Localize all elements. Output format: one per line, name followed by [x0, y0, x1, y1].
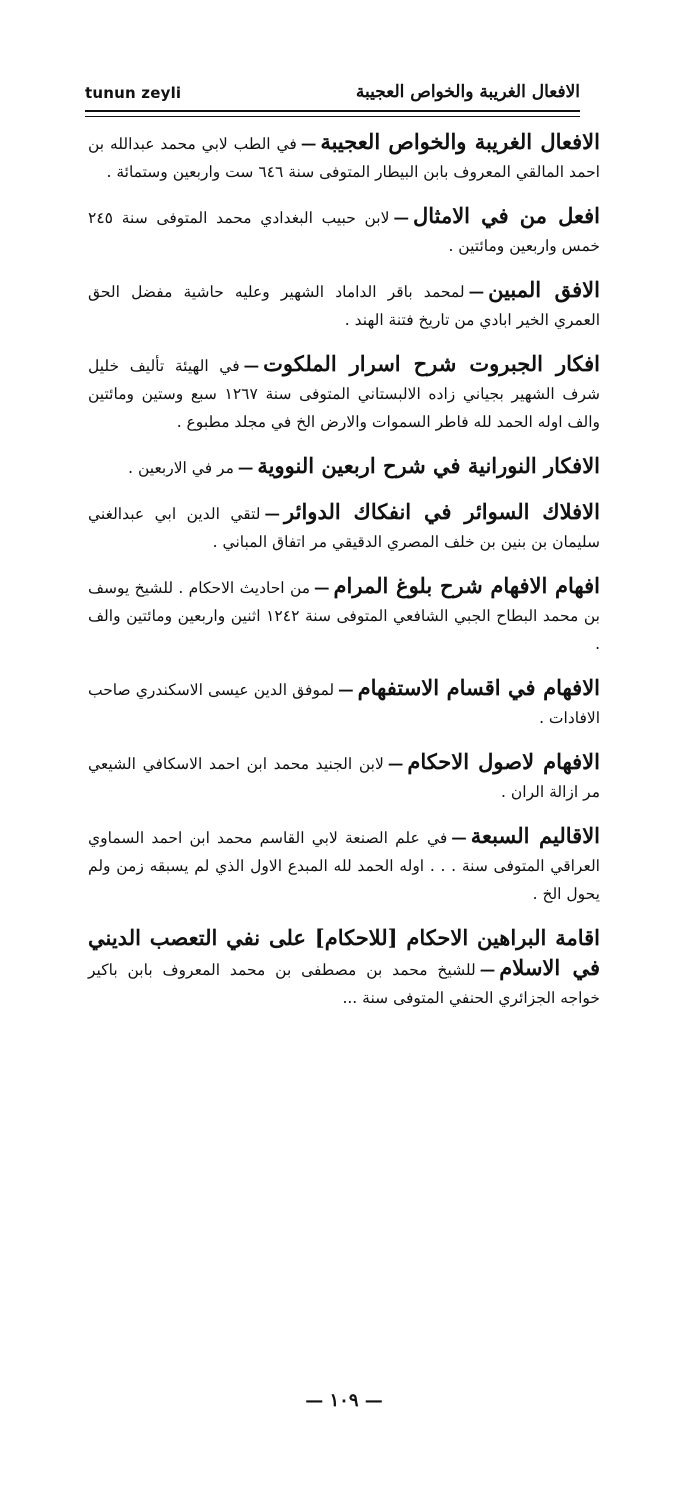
entry-body: مر في الاربعين . — [128, 459, 234, 477]
entry-body: من احاديث الاحكام . للشيخ يوسف بن محمد البطاح الجبي الشافعي المتوفى سنة ١٢٤٢ اثنين واربعين ومائتين والف . — [88, 579, 600, 653]
entry-dash: — — [479, 960, 496, 979]
entry-headword: افعل من في الامثال — [412, 203, 600, 228]
entry-headword: الافهام في اقسام الاستفهام — [357, 675, 601, 700]
entry-dash: — — [468, 282, 485, 301]
entry — [88, 498, 600, 556]
entry-dash: — — [451, 828, 467, 847]
running-head-right: الافعال الغريبة والخواص العجيبة — [355, 82, 580, 102]
entry-body: في الطب لابي محمد عبدالله بن احمد المالقي المعروف بابن البيطار المتوفى سنة ٦٤٦ ست واربعين وستمائة . — [88, 135, 600, 181]
entry — [88, 924, 600, 1012]
running-head-left: tunun zeyli — [85, 84, 182, 102]
entry — [88, 572, 600, 658]
entry — [88, 276, 600, 334]
entry-headword: الافلاك السوائر في انفكاك الدوائر — [284, 499, 600, 524]
entry-dash: — — [300, 134, 317, 153]
entries-list — [88, 128, 600, 1400]
entry-headword: الاقاليم السبعة — [470, 823, 601, 848]
running-head — [85, 72, 580, 102]
entry-headword: افكار الجبروت شرح اسرار الملكوت — [263, 351, 600, 376]
entry-dash: — — [387, 754, 404, 773]
entry — [88, 748, 600, 806]
entry — [88, 674, 600, 732]
header-rule-top — [85, 110, 580, 112]
entry-body: في علم الصنعة لابي القاسم محمد ابن احمد السماوي العراقي المتوفى سنة . . . اوله الحمد لله المبدع الاول الذي لم يسبقه زمن ولم يحول الخ . — [88, 829, 600, 903]
entry-headword: الافعال الغريبة والخواص العجيبة — [320, 129, 600, 154]
entry-dash: — — [237, 458, 254, 477]
entry — [88, 202, 600, 260]
entry-headword: الافهام لاصول الاحكام — [407, 749, 600, 774]
entry-headword: اقامة البراهين الاحكام [للاحكام] على نفي التعصب الديني في الاسلام — [88, 925, 600, 980]
entry-body: لموفق الدين عيسى الاسكندري صاحب الافادات . — [88, 681, 600, 727]
page-number: — ١٠٩ — — [305, 1390, 383, 1411]
entry-body: لابن حبيب البغدادي محمد المتوفى سنة ٢٤٥ خمس واربعين ومائتين . — [88, 209, 600, 255]
entry-dash: — — [243, 356, 260, 375]
entry-dash: — — [393, 208, 409, 227]
entry-dash: — — [338, 680, 354, 699]
entry-body: لمحمد باقر الداماد الشهير وعليه حاشية مفضل الحق العمري الخير ابادي من تاريخ فتنة الهند . — [88, 283, 600, 329]
entry — [88, 822, 600, 908]
entry-body: لابن الجنيد محمد ابن احمد الاسكافي الشيعي مر ازالة الران . — [88, 755, 600, 801]
entry-body: لتقي الدين ابي عبدالغني سليمان بن بنين بن خلف المصري الدقيقي مر اتفاق المباني . — [88, 505, 600, 551]
entry-body: في الهيئة تأليف خليل شرف الشهير بجياني زاده الالبستاني المتوفى سنة ١٢٦٧ سبع وستين ومائتين والف اوله الحمد لله فاطر السموات والارض الخ في مجلد مطبوع . — [88, 357, 600, 431]
entry-dash: — — [314, 578, 330, 597]
entry-headword: الافكار النورانية في شرح اربعين النووية — [257, 453, 600, 478]
entry-headword: افهام الافهام شرح بلوغ المرام — [333, 573, 600, 598]
entry — [88, 128, 600, 186]
entry — [88, 350, 600, 436]
entry-body: للشيخ محمد بن مصطفى بن محمد المعروف بابن باكير خواجه الجزائري الحنفي المتوفى سنة ... — [88, 961, 600, 1007]
entry-headword: الافق المبين — [488, 277, 600, 302]
entry — [88, 452, 600, 482]
header-rule-bottom — [85, 116, 580, 117]
entry-dash: — — [264, 504, 281, 523]
